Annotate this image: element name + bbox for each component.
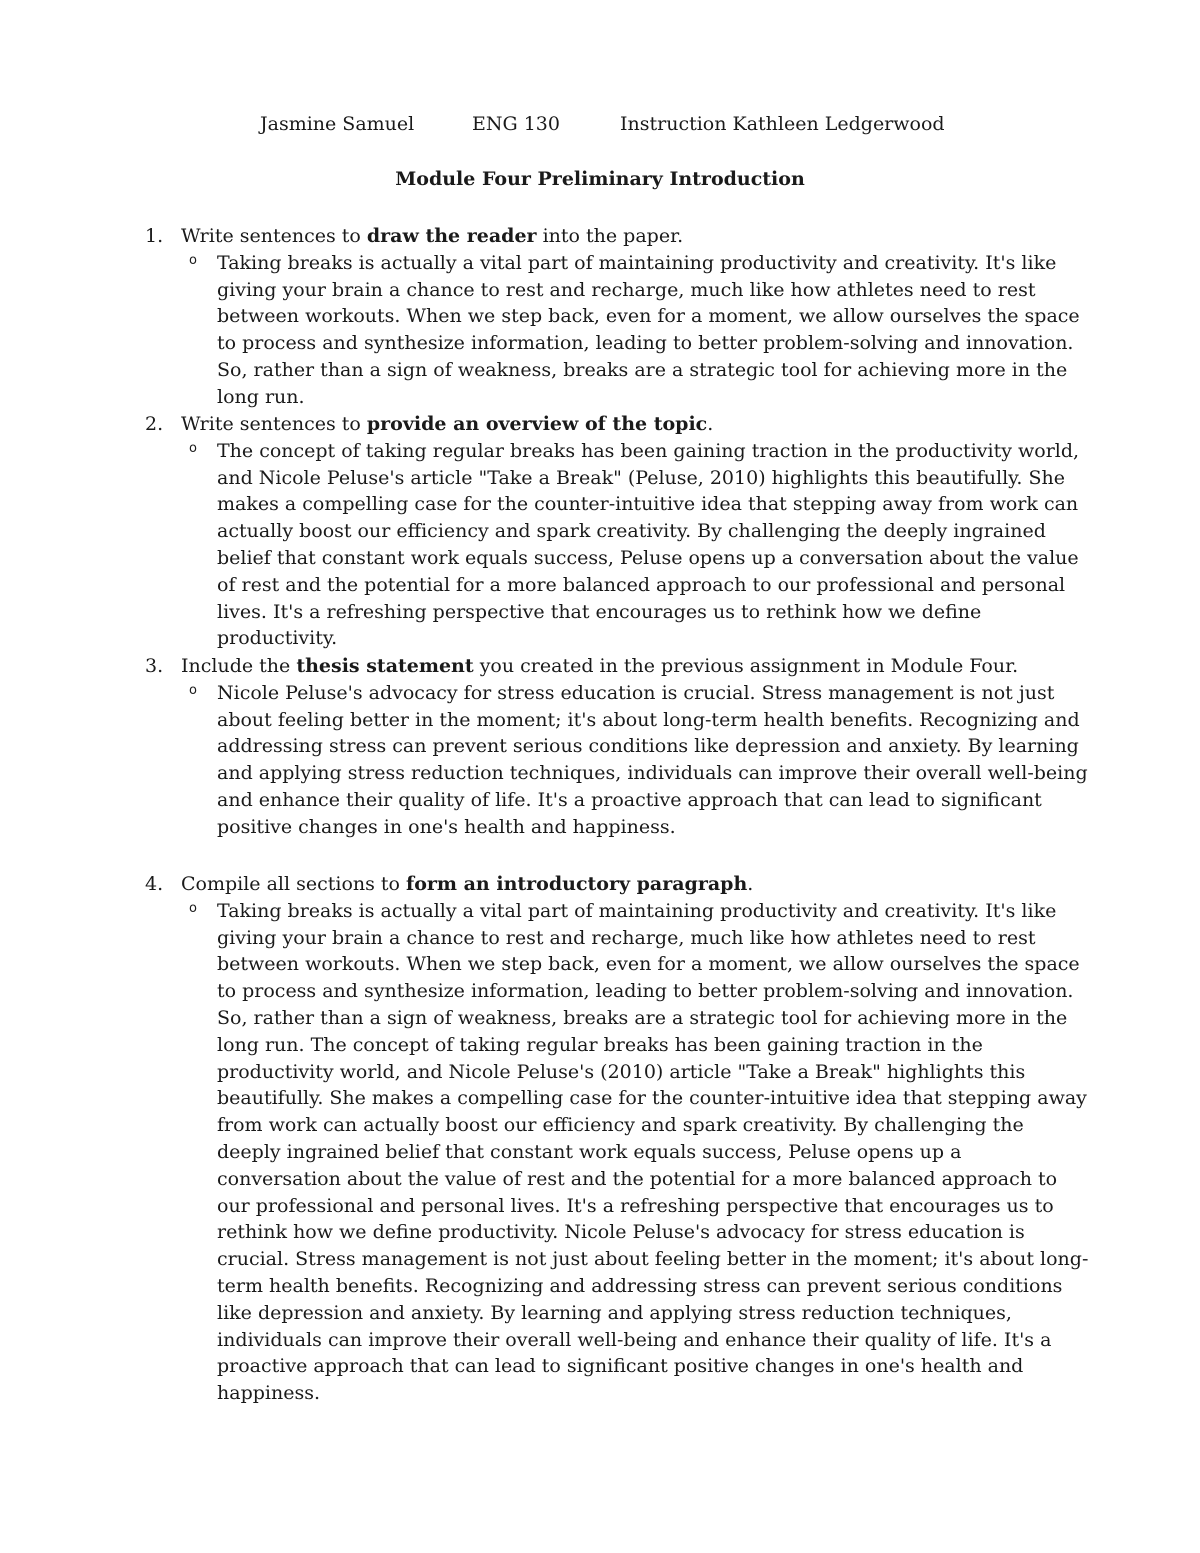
hollow-bullet-icon: o xyxy=(189,252,197,268)
course-code: ENG 130 xyxy=(472,113,560,135)
prompt-text: into the paper. xyxy=(536,225,684,247)
item-answer xyxy=(189,438,1091,652)
student-name: Jasmine Samuel xyxy=(260,113,415,135)
prompt-bold-text: draw the reader xyxy=(366,225,537,247)
item-answer xyxy=(189,250,1091,411)
prompt-text: Write sentences to xyxy=(181,413,367,435)
answer-text: Taking breaks is actually a vital part of maintaining productivity and creativity. It's like giving your brain a chance to rest and recharge, much like how athletes need to rest between workouts. When we step back, even for a moment, we allow ourselves the space to process and synthesize information, leading to better problem-solving and innovation. So, rather than a sign of weakness, breaks are a strategic tool for achieving more in the long run. The concept of taking regular breaks has been gaining traction in the productivity world, and Nicole Peluse's (2010) article "Take a Break" highlights this beautifully. She makes a compelling case for the counter-intuitive idea that stepping away from work can actually boost our efficiency and spark creativity. By challenging the deeply ingrained belief that constant work equals success, Peluse opens up a conversation about the value of rest and the potential for a more balanced approach to our professional and personal lives. It's a refreshing perspective that encourages us to rethink how we define productivity. Nicole Peluse's advocacy for stress education is crucial. Stress management is not just about feeling better in the moment; it's about long-term health benefits. Recognizing and addressing stress can prevent serious conditions like depression and anxiety. By learning and applying stress reduction techniques, individuals can improve their overall well-being and enhance their quality of life. It's a proactive approach that can lead to significant positive changes in one's health and happiness. xyxy=(217,899,1089,1405)
item-prompt xyxy=(181,653,1095,680)
document-title: Module Four Preliminary Introduction xyxy=(395,168,805,190)
hollow-bullet-icon: o xyxy=(189,440,197,456)
prompt-bold-text: thesis statement xyxy=(296,655,474,677)
hollow-bullet-icon: o xyxy=(189,900,197,916)
prompt-text: Compile all sections to xyxy=(181,873,407,895)
item-number: 4. xyxy=(145,873,164,895)
list-item xyxy=(145,411,1095,652)
hollow-bullet-icon: o xyxy=(189,682,197,698)
prompt-bold-text: provide an overview of the topic xyxy=(366,413,708,435)
item-answer xyxy=(189,680,1091,841)
list-item xyxy=(145,653,1095,841)
item-number: 3. xyxy=(145,655,164,677)
answer-text: The concept of taking regular breaks has been gaining traction in the productivity world, and Nicole Peluse's article "Take a Break" (Peluse, 2010) highlights this beautifully. She makes a compelling case for the counter-intuitive idea that stepping away from work can actually boost our efficiency and spark creativity. By challenging the deeply ingrained belief that constant work equals success, Peluse opens up a conversation about the value of rest and the potential for a more balanced approach to our professional and personal lives. It's a refreshing perspective that encourages us to rethink how we define productivity. xyxy=(217,439,1080,650)
item-number: 1. xyxy=(145,225,164,247)
prompt-text: you created in the previous assignment in Module Four. xyxy=(473,655,1019,677)
instructor-name: Instruction Kathleen Ledgerwood xyxy=(620,113,945,135)
prompt-text: . xyxy=(707,413,714,435)
prompt-text: Include the xyxy=(181,655,297,677)
item-number: 2. xyxy=(145,413,164,435)
item-answer xyxy=(189,898,1091,1407)
document-header xyxy=(0,113,1200,141)
answer-text: Taking breaks is actually a vital part of maintaining productivity and creativity. It's like giving your brain a chance to rest and recharge, much like how athletes need to rest between workouts. When we step back, even for a moment, we allow ourselves the space to process and synthesize information, leading to better problem-solving and innovation. So, rather than a sign of weakness, breaks are a strategic tool for achieving more in the long run. xyxy=(217,251,1080,408)
list-item xyxy=(145,871,1095,1407)
prompt-text: Write sentences to xyxy=(181,225,367,247)
item-prompt xyxy=(181,871,1095,898)
prompt-bold-text: form an introductory paragraph xyxy=(406,873,748,895)
list-item xyxy=(145,223,1095,411)
answer-text: Nicole Peluse's advocacy for stress education is crucial. Stress management is not just about feeling better in the moment; it's about long-term health benefits. Recognizing and addressing stress can prevent serious conditions like depression and anxiety. By learning and applying stress reduction techniques, individuals can improve their overall well-being and enhance their quality of life. It's a proactive approach that can lead to significant positive changes in one's health and happiness. xyxy=(217,681,1088,838)
prompt-text: . xyxy=(747,873,754,895)
item-prompt xyxy=(181,411,1095,438)
item-prompt xyxy=(181,223,1095,250)
